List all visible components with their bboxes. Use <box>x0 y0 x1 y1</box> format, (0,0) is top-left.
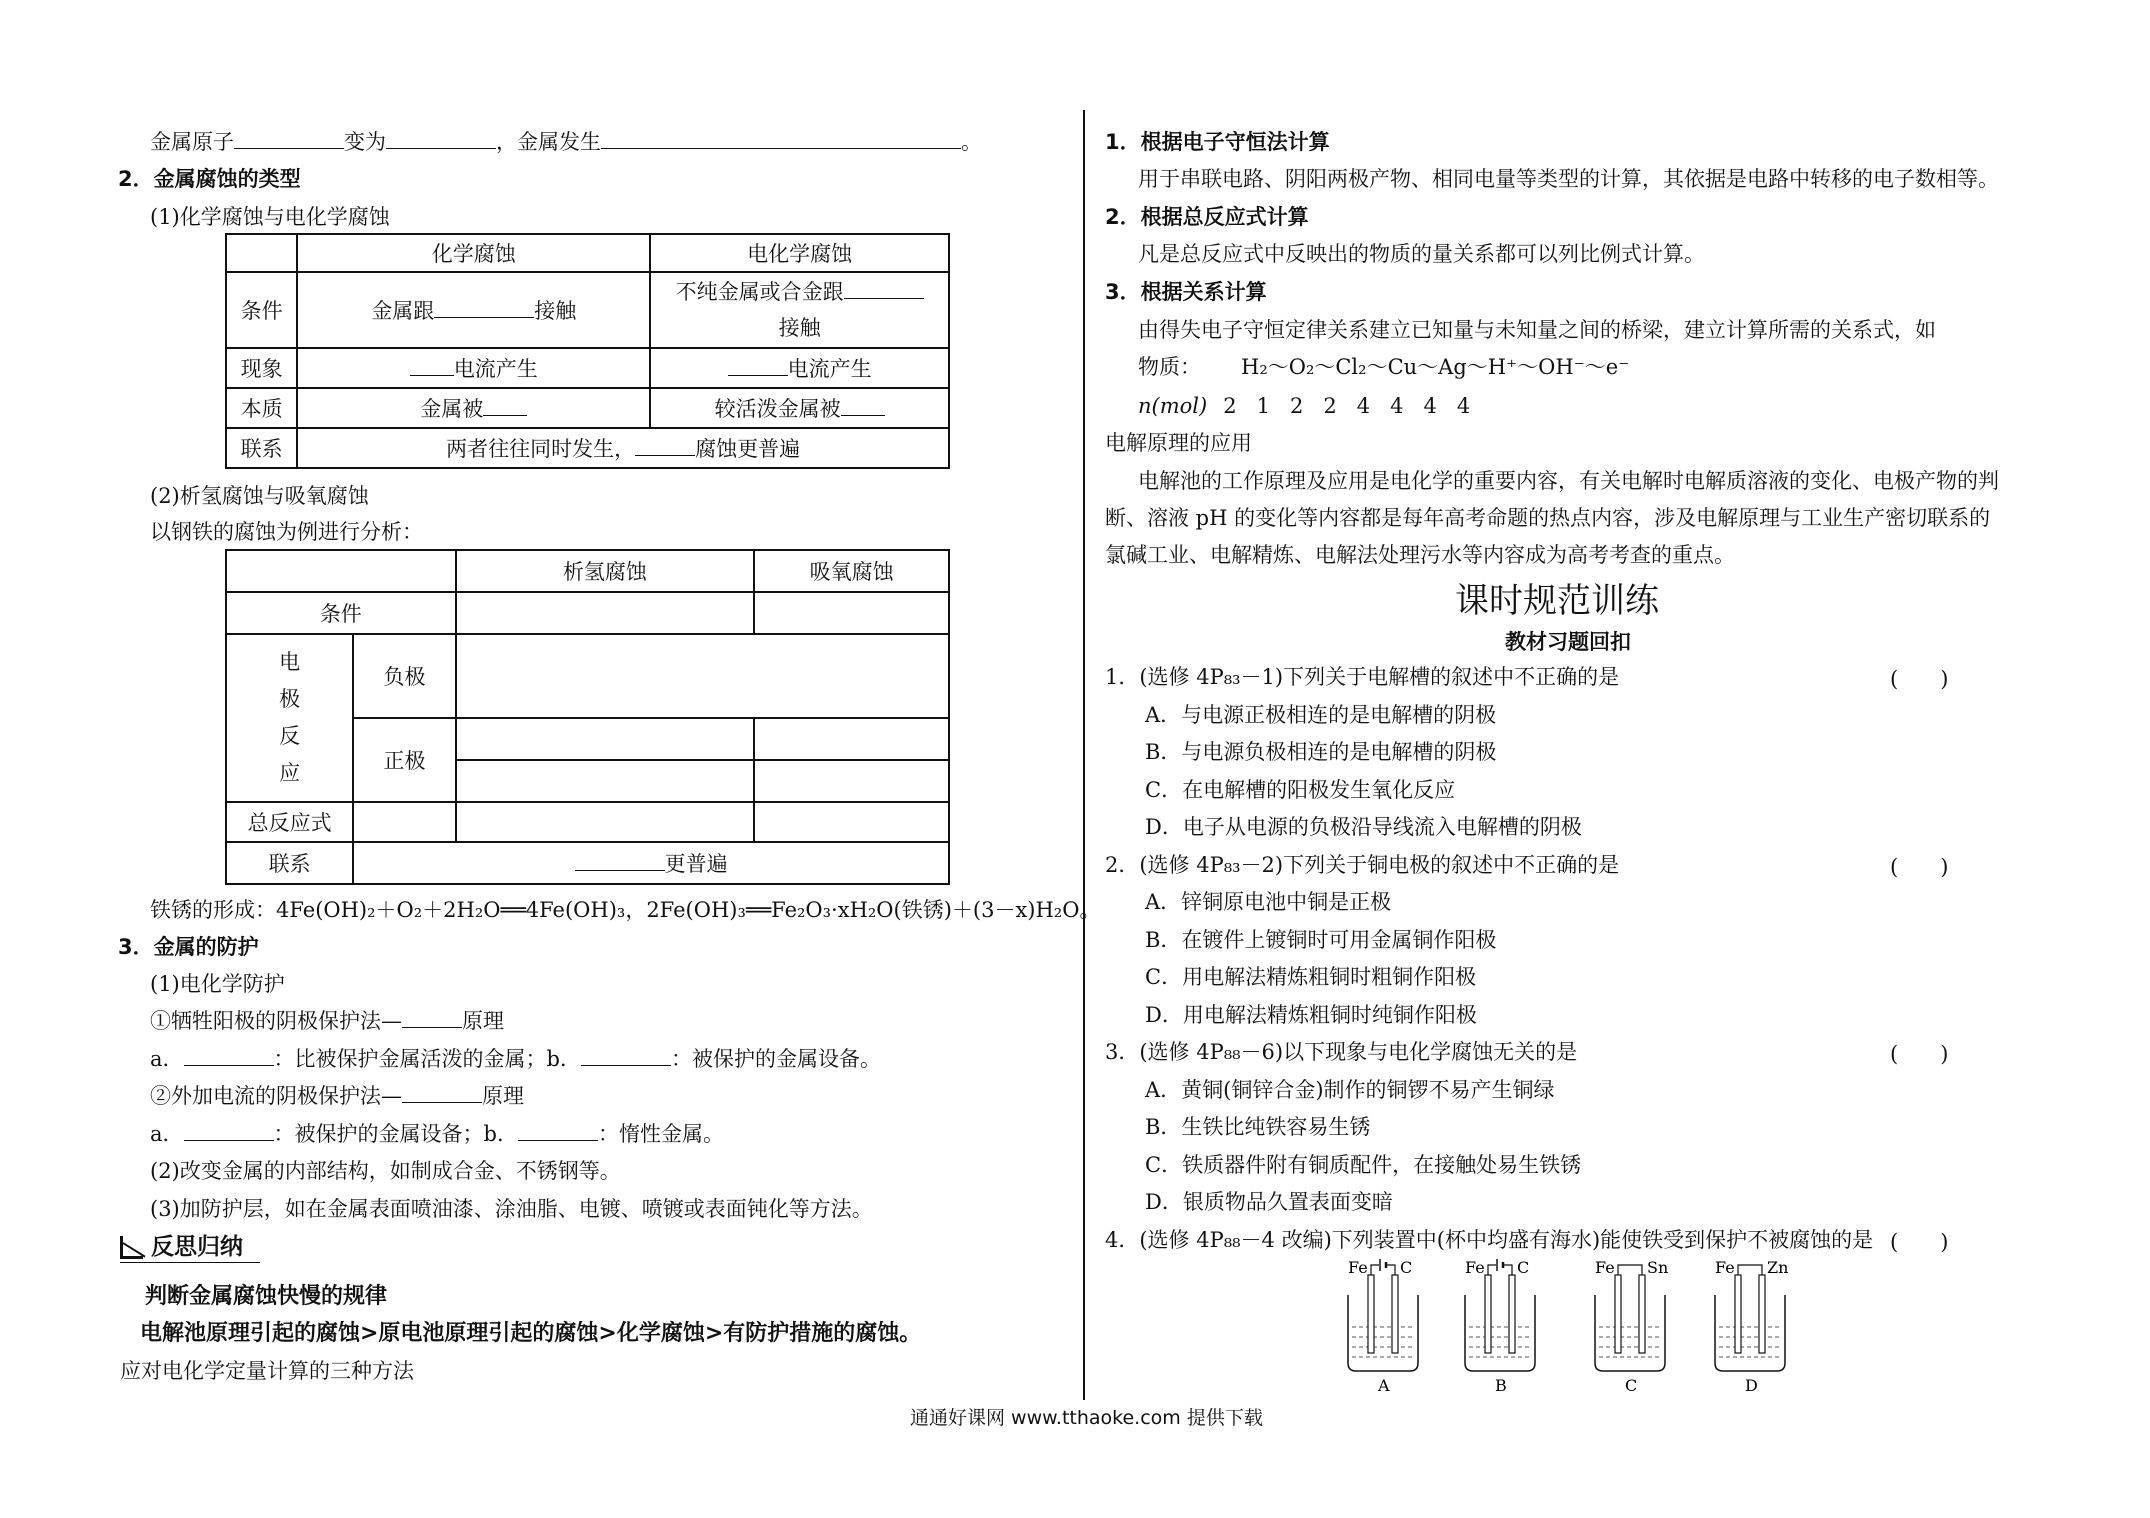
method-1-title: 1．根据电子守恒法计算 <box>1105 130 1330 154</box>
cell-chem-essence: 金属被 <box>297 388 650 428</box>
hydrogen-oxygen-table <box>225 549 950 885</box>
column-divider <box>1083 110 1085 1400</box>
electrode-label-left: Fe <box>1348 1258 1368 1277</box>
cell-chem-phenomenon: 电流产生 <box>297 348 650 388</box>
methods-heading: 应对电化学定量计算的三种方法 <box>120 1359 414 1383</box>
answer-paren-1: ( ) <box>1890 667 1949 691</box>
q3-option-c: C．铁质器件附有铜质配件，在接触处易生铁锈 <box>1145 1153 1582 1177</box>
row-label-condition: 条件 <box>226 272 297 348</box>
electrode-label-right: Zn <box>1767 1258 1789 1277</box>
lesson-title: 课时规范训练 <box>1455 581 1659 621</box>
q2-option-b: B．在镀件上镀铜时可用金属铜作阳极 <box>1145 928 1497 952</box>
answer-paren-4: ( ) <box>1890 1230 1949 1254</box>
sacrificial-anode-detail: a． ：比被保护金属活泼的金属；b． ：被保护的金属设备。 <box>150 1047 881 1071</box>
q2-option-a: A．锌铜原电池中铜是正极 <box>1145 890 1392 914</box>
method-3-text: 由得失电子守恒定律关系建立已知量与未知量之间的桥梁，建立计算所需的关系式，如 <box>1138 318 1936 342</box>
row-label-cond: 条件 <box>226 592 456 634</box>
row-label-electrode: 电 极 反 应 <box>226 634 353 802</box>
rule-text: 电解池原理引起的腐蚀>原电池原理引起的腐蚀>化学腐蚀>有防护措施的腐蚀。 <box>140 1321 922 1346</box>
question-1: 1．(选修 4P₈₃－1)下列关于电解槽的叙述中不正确的是 <box>1105 665 1620 689</box>
rule-title: 判断金属腐蚀快慢的规律 <box>145 1284 388 1309</box>
beaker-option-label: A <box>1378 1376 1390 1395</box>
beaker-diagrams <box>1340 1255 1900 1395</box>
cell-link: 更普遍 <box>353 842 949 884</box>
q3-option-d: D．银质物品久置表面变暗 <box>1145 1190 1393 1214</box>
electrode-label-right: C <box>1400 1258 1413 1277</box>
section-2-1: (1)化学腐蚀与电化学腐蚀 <box>150 205 390 229</box>
section-3-3: (3)加防护层，如在金属表面喷油漆、涂油脂、电镀、喷镀或表面钝化等方法。 <box>150 1197 873 1221</box>
row-label-link: 联系 <box>226 842 353 884</box>
answer-paren-3: ( ) <box>1890 1042 1949 1066</box>
section-3-title: 3．金属的防护 <box>118 935 259 959</box>
method-1-text: 用于串联电路、阴阳两极产物、相同电量等类型的计算，其依据是电路中转移的电子数相等。 <box>1138 167 1999 191</box>
q2-option-c: C．用电解法精炼粗铜时粗铜作阳极 <box>1145 965 1477 989</box>
row-label-phenomenon: 现象 <box>226 348 297 388</box>
electrode-label-right: Sn <box>1647 1258 1669 1277</box>
impressed-current-detail: a． ：被保护的金属设备；b． ：惰性金属。 <box>150 1122 724 1146</box>
header-electrochemical: 电化学腐蚀 <box>650 234 949 272</box>
q3-option-b: B．生铁比纯铁容易生锈 <box>1145 1115 1371 1139</box>
header-oxygen: 吸氧腐蚀 <box>754 550 949 592</box>
row-label-negative: 负极 <box>353 634 455 718</box>
reflect-heading: 反思归纳 <box>120 1228 243 1261</box>
application-title: 电解原理的应用 <box>1105 431 1252 455</box>
row-label-relation: 联系 <box>226 428 297 468</box>
q2-option-d: D．用电解法精炼粗铜时纯铜作阳极 <box>1145 1003 1477 1027</box>
question-2: 2．(选修 4P₈₃－2)下列关于铜电极的叙述中不正确的是 <box>1105 853 1620 877</box>
row-label-essence: 本质 <box>226 388 297 428</box>
application-p2: 断、溶液 pH 的变化等内容都是每年高考命题的热点内容，涉及电解原理与工业生产密切联系的 <box>1105 506 1991 530</box>
section-2-2-intro: 以钢铁的腐蚀为例进行分析： <box>150 520 423 544</box>
cell-elec-condition: 不纯金属或合金跟 接触 <box>650 272 949 348</box>
cell-elec-phenomenon: 电流产生 <box>650 348 949 388</box>
reflect-underline <box>120 1262 260 1263</box>
q1-option-d: D．电子从电源的负极沿导线流入电解槽的阴极 <box>1145 815 1582 839</box>
header-chemical: 化学腐蚀 <box>297 234 650 272</box>
relation-formula-line: 物质： H₂～O₂～Cl₂～Cu～Ag～H⁺～OH⁻～e⁻ <box>1138 355 1630 379</box>
section-3-1: (1)电化学防护 <box>150 972 285 996</box>
q1-option-c: C．在电解槽的阳极发生氧化反应 <box>1145 778 1456 802</box>
impressed-current: ②外加电流的阴极保护法— 原理 <box>150 1084 524 1108</box>
section-2-title: 2．金属腐蚀的类型 <box>118 167 301 191</box>
section-3-2: (2)改变金属的内部结构，如制成合金、不锈钢等。 <box>150 1159 621 1183</box>
row-label-positive: 正极 <box>353 718 455 802</box>
electrode-label-left: Fe <box>1595 1258 1615 1277</box>
cell-elec-essence: 较活泼金属被 <box>650 388 949 428</box>
header-hydrogen: 析氢腐蚀 <box>456 550 755 592</box>
cell-relation: 两者往往同时发生， 腐蚀更普遍 <box>297 428 949 468</box>
beaker-B <box>1465 1258 1535 1395</box>
method-2-title: 2．根据总反应式计算 <box>1105 205 1309 229</box>
q1-option-b: B．与电源负极相连的是电解槽的阴极 <box>1145 740 1497 764</box>
beaker-C <box>1595 1258 1668 1395</box>
question-4: 4．(选修 4P₈₈－4 改编)下列装置中(杯中均盛有海水)能使铁受到保护不被腐蚀的是 <box>1105 1228 1874 1252</box>
question-3: 3．(选修 4P₈₈－6)以下现象与电化学腐蚀无关的是 <box>1105 1040 1578 1064</box>
electrode-label-left: Fe <box>1465 1258 1485 1277</box>
beaker-option-label: B <box>1495 1376 1507 1395</box>
mole-ratio-line: n(mol) 2 1 2 2 4 4 4 4 <box>1138 394 1471 418</box>
application-p1: 电解池的工作原理及应用是电化学的重要内容，有关电解时电解质溶液的变化、电极产物的判 <box>1138 469 1999 493</box>
electrode-label-left: Fe <box>1715 1258 1735 1277</box>
page-footer: 通通好课网 www.tthaoke.com 提供下载 <box>910 1407 1263 1429</box>
method-3-title: 3．根据关系计算 <box>1105 280 1267 304</box>
cell-chem-condition: 金属跟 接触 <box>297 272 650 348</box>
exercise-subtitle: 教材习题回扣 <box>1505 630 1631 654</box>
beaker-option-label: C <box>1625 1376 1638 1395</box>
answer-paren-2: ( ) <box>1890 855 1949 879</box>
sacrificial-anode: ①牺牲阳极的阴极保护法— 原理 <box>150 1009 504 1033</box>
method-2-text: 凡是总反应式中反映出的物质的量关系都可以列比例式计算。 <box>1138 242 1705 266</box>
beaker-A <box>1348 1258 1418 1395</box>
beaker-D <box>1715 1258 1788 1395</box>
corner-mark-icon <box>120 1236 143 1259</box>
electrode-label-right: C <box>1517 1258 1530 1277</box>
rust-formation: 铁锈的形成：4Fe(OH)₂＋O₂＋2H₂O══4Fe(OH)₃，2Fe(OH)₃══Fe₂O₃·xH₂O(铁锈)＋(3－x)H₂O。 <box>150 898 1101 922</box>
q1-option-a: A．与电源正极相连的是电解槽的阴极 <box>1145 703 1497 727</box>
section-2-2: (2)析氢腐蚀与吸氧腐蚀 <box>150 484 369 508</box>
q3-option-a: A．黄铜(铜锌合金)制作的铜锣不易产生铜绿 <box>1145 1078 1555 1102</box>
row-label-total: 总反应式 <box>226 802 353 842</box>
metal-atom-line: 金属原子 变为 ，金属发生 。 <box>150 130 982 154</box>
corrosion-compare-table <box>225 233 950 469</box>
beaker-option-label: D <box>1745 1376 1758 1395</box>
application-p3: 氯碱工业、电解精炼、电解法处理污水等内容成为高考考查的重点。 <box>1105 543 1735 567</box>
